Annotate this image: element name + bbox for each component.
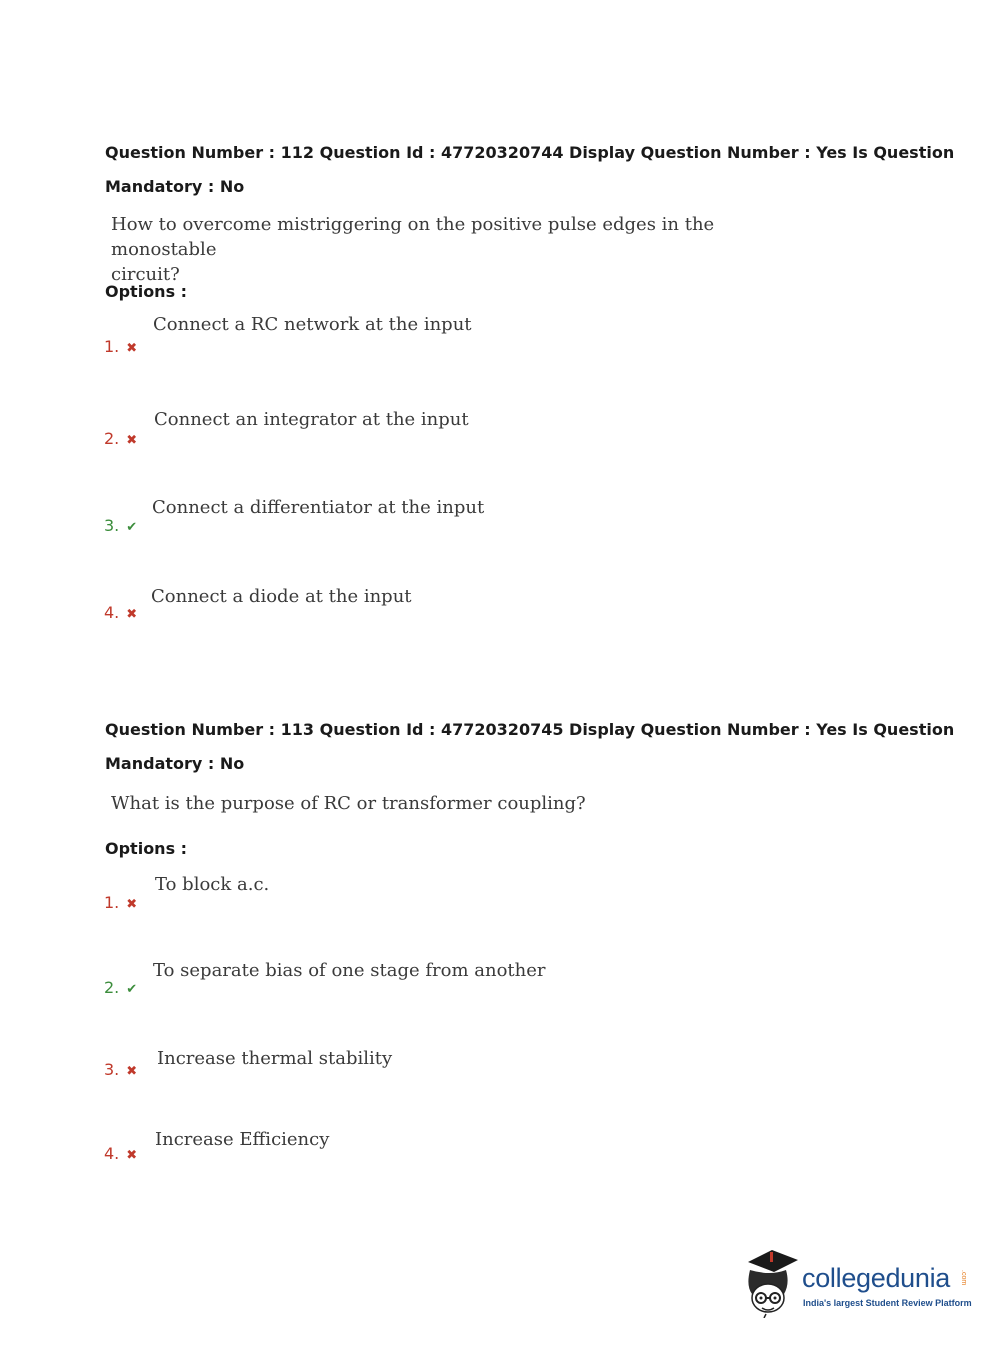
question-112-text-line2: circuit?: [111, 264, 180, 285]
question-112-option-1-number: [104, 337, 137, 359]
cross-icon: ✖: [126, 897, 138, 912]
question-113-option-4-number: [104, 1144, 137, 1166]
question-113-header-line1: Question Number : 113 Question Id : 47720320745 Display Question Number : Yes Is Question: [105, 720, 955, 739]
cross-icon: ✖: [126, 607, 138, 622]
question-112-option-4-text: Connect a diode at the input: [151, 586, 412, 607]
question-112-text: [111, 212, 751, 287]
question-113-option-1-text: To block a.c.: [155, 874, 270, 895]
question-113-option-2-text: To separate bias of one stage from another: [153, 960, 546, 981]
question-112-header-line2: Mandatory : No: [105, 177, 245, 196]
option-number: 4.: [104, 603, 120, 622]
option-number: 2.: [104, 429, 120, 448]
question-113-text-line1: What is the purpose of RC or transformer coupling?: [111, 793, 586, 814]
logo-tagline: India's largest Student Review Platform: [803, 1298, 972, 1308]
question-112-option-1-text: Connect a RC network at the input: [153, 314, 472, 335]
question-113-options-label: Options :: [105, 839, 188, 858]
question-112-option-3-text: Connect a differentiator at the input: [152, 497, 485, 518]
question-112-header-line1: Question Number : 112 Question Id : 47720320744 Display Question Number : Yes Is Question: [105, 143, 955, 162]
question-112-text-line1: How to overcome mistriggering on the positive pulse edges in the monostable: [111, 214, 715, 260]
question-113-text: [111, 791, 751, 816]
question-113-option-3-number: [104, 1060, 137, 1082]
logo-domain-suffix: .com: [960, 1270, 967, 1286]
option-number: 3.: [104, 1060, 120, 1079]
option-number: 2.: [104, 978, 120, 997]
option-number: 1.: [104, 337, 120, 356]
question-112-option-4-number: [104, 603, 137, 625]
question-113-option-4-text: Increase Efficiency: [155, 1129, 330, 1150]
option-number: 4.: [104, 1144, 120, 1163]
cross-icon: ✖: [126, 1148, 138, 1163]
cross-icon: ✖: [126, 341, 138, 356]
logo-wordmark: collegedunia: [802, 1263, 951, 1293]
check-icon: ✔: [126, 982, 138, 997]
option-number: 3.: [104, 516, 120, 535]
question-113-option-1-number: [104, 893, 137, 915]
check-icon: ✔: [126, 520, 138, 535]
question-112-option-2-text: Connect an integrator at the input: [154, 409, 469, 430]
question-112-option-3-number: [104, 516, 137, 538]
question-113-option-2-number: [104, 978, 137, 1000]
cross-icon: ✖: [126, 1064, 138, 1079]
collegedunia-mascot-icon: [740, 1248, 802, 1318]
question-112-options-label: Options :: [105, 282, 188, 301]
question-113-header-line2: Mandatory : No: [105, 754, 245, 773]
question-112-option-2-number: [104, 429, 137, 451]
option-number: 1.: [104, 893, 120, 912]
question-113-option-3-text: Increase thermal stability: [157, 1048, 393, 1069]
cross-icon: ✖: [126, 433, 138, 448]
